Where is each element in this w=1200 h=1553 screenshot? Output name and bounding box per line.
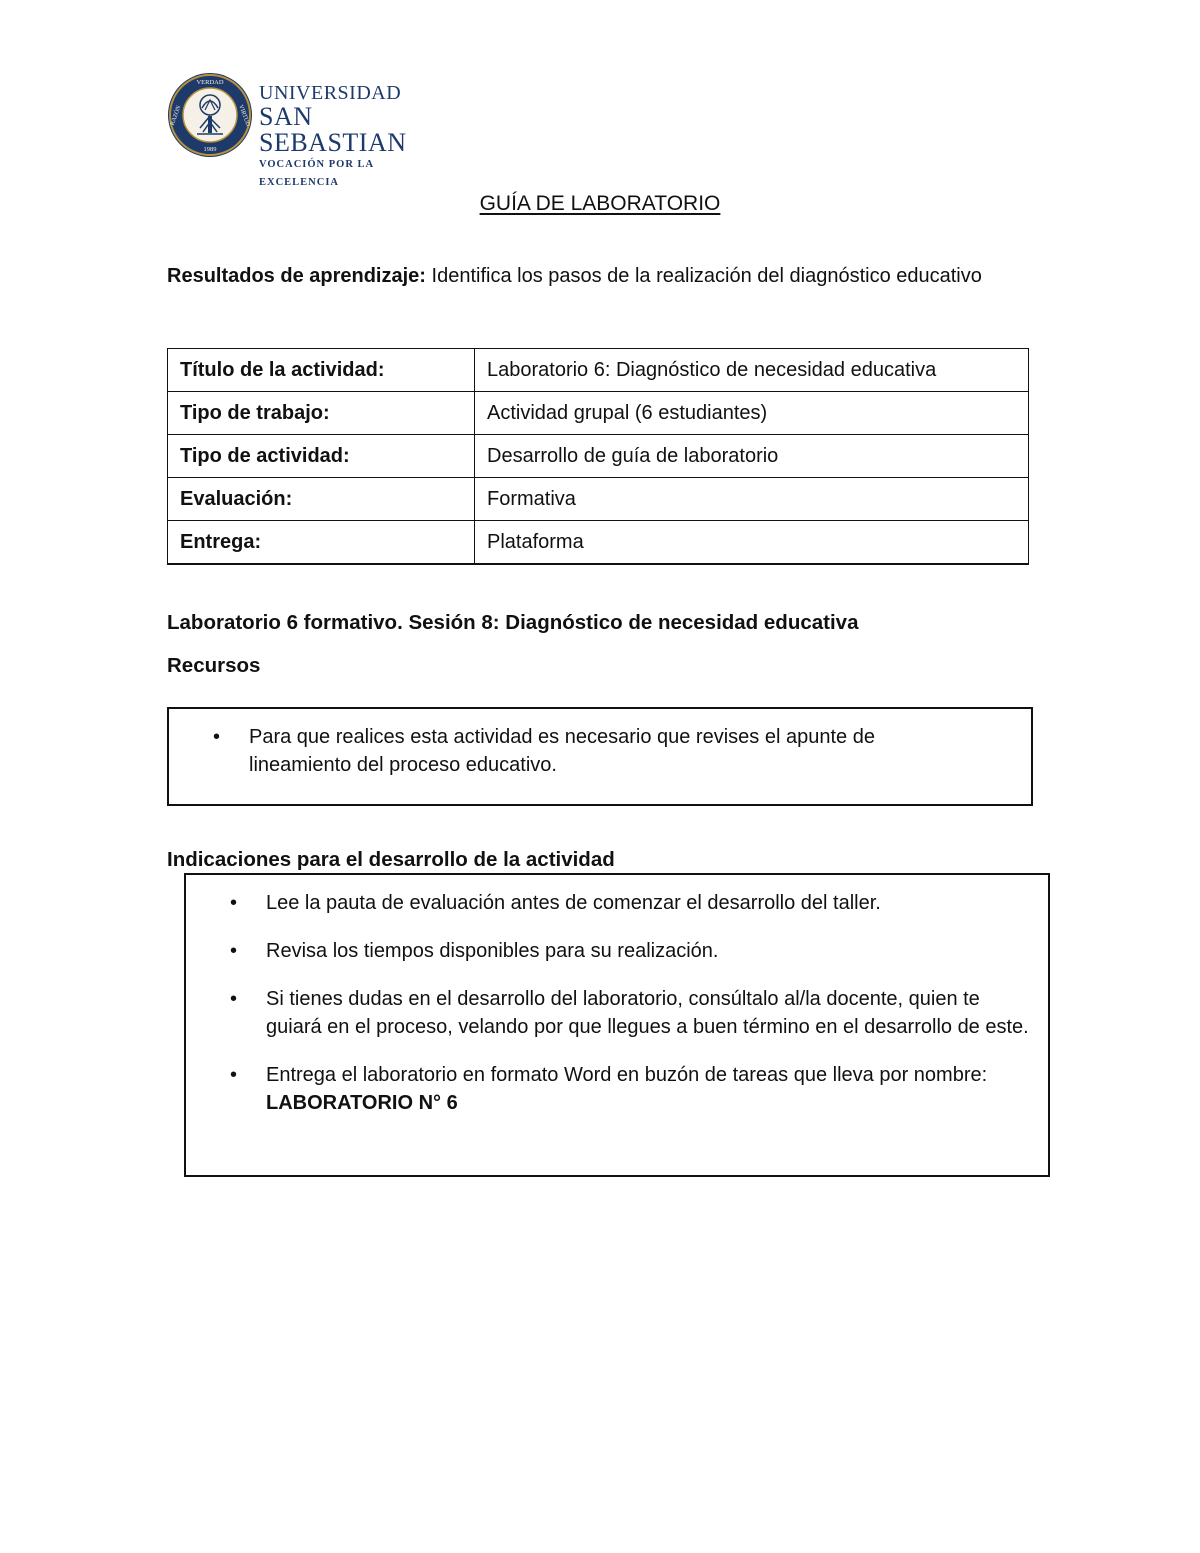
list-item-text: Si tienes dudas en el desarrollo del laboratorio, consúltalo al/la docente, quien te guiará en el proceso, velando por que llegues a buen término en el desarrollo de este.	[266, 988, 1029, 1038]
instructions-list	[186, 889, 1038, 1117]
learning-results-text: Identifica los pasos de la realización del diagnóstico educativo	[425, 265, 982, 287]
list-item	[169, 723, 971, 779]
resources-box	[167, 707, 1033, 806]
list-item-text: Lee la pauta de evaluación antes de comenzar el desarrollo del taller.	[266, 892, 881, 914]
row-label: Tipo de actividad:	[168, 435, 475, 478]
row-value: Formativa	[475, 478, 1029, 521]
table-row	[168, 478, 1029, 521]
table-row	[168, 435, 1029, 478]
resources-list	[169, 723, 971, 779]
seal-left-word: RAZÓN	[169, 104, 183, 127]
table-row	[168, 521, 1029, 565]
university-seal-icon	[167, 72, 253, 158]
row-value: Desarrollo de guía de laboratorio	[475, 435, 1029, 478]
row-value: Plataforma	[475, 521, 1029, 565]
bullet-icon: •	[230, 940, 238, 962]
list-item	[186, 985, 1038, 1041]
learning-results	[167, 265, 1067, 288]
university-logo	[167, 72, 457, 188]
list-item-text: Entrega el laboratorio en formato Word en buzón de tareas que lleva por nombre:	[266, 1064, 988, 1086]
row-label: Tipo de trabajo:	[168, 392, 475, 435]
delivery-name: LABORATORIO N° 6	[266, 1092, 458, 1114]
table-row	[168, 392, 1029, 435]
logo-university-word: UNIVERSIDAD	[259, 82, 402, 104]
bullet-icon: •	[230, 988, 238, 1010]
instructions-box	[184, 873, 1050, 1177]
activity-info-table	[167, 348, 1029, 565]
row-label: Entrega:	[168, 521, 475, 565]
logo-university-name: SAN SEBASTIAN	[259, 102, 407, 157]
learning-results-label: Resultados de aprendizaje:	[167, 265, 426, 287]
resources-title: Recursos	[167, 654, 261, 677]
seal-year: 1989	[203, 146, 217, 153]
bullet-icon: •	[230, 1064, 238, 1086]
bullet-icon: •	[213, 726, 221, 748]
seal-right-word: VIRTUD	[237, 104, 251, 128]
list-item	[186, 889, 1038, 917]
row-value: Actividad grupal (6 estudiantes)	[475, 392, 1029, 435]
list-item-text: Para que realices esta actividad es necesario que revises el apunte de lineamiento del proceso educativo.	[249, 726, 875, 776]
list-item-text: Revisa los tiempos disponibles para su realización.	[266, 940, 719, 962]
seal-top-word: VERDAD	[196, 79, 224, 86]
instructions-title: Indicaciones para el desarrollo de la actividad	[167, 848, 615, 871]
list-item	[186, 937, 1038, 965]
list-item	[186, 1061, 1038, 1117]
bullet-icon: •	[230, 892, 238, 914]
table-row	[168, 349, 1029, 392]
row-label: Evaluación:	[168, 478, 475, 521]
row-label: Título de la actividad:	[168, 349, 475, 392]
row-value: Laboratorio 6: Diagnóstico de necesidad educativa	[475, 349, 1029, 392]
logo-motto: VOCACIÓN POR LA EXCELENCIA	[259, 159, 374, 188]
document-title: GUÍA DE LABORATORIO	[479, 192, 721, 215]
session-title: Laboratorio 6 formativo. Sesión 8: Diagnóstico de necesidad educativa	[167, 611, 859, 634]
logo-wordmark	[259, 82, 457, 192]
